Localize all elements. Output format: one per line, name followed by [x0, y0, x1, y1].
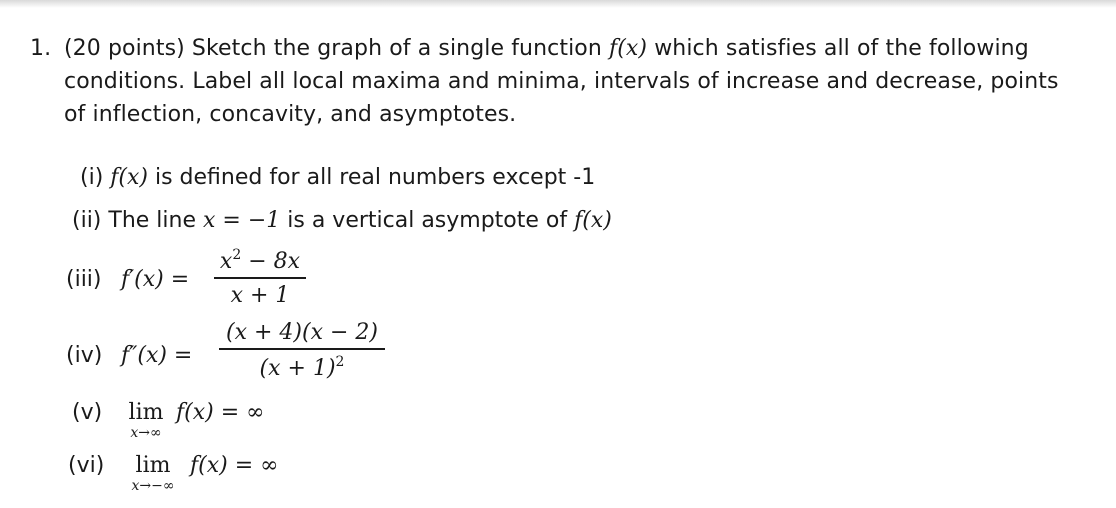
condition-text: is a vertical asymptote of: [280, 208, 575, 233]
derivative-lhs: f′(x) =: [121, 267, 190, 292]
fraction-bar: [214, 277, 306, 279]
numerator-base: x: [219, 249, 233, 274]
condition-label: (v): [72, 400, 103, 425]
condition-math: f(x): [110, 165, 148, 190]
limit-rhs: f(x) = ∞: [176, 400, 265, 425]
problem-text: (20 points) Sketch the graph of a single function: [64, 36, 609, 61]
limit-subscript: x→∞: [130, 425, 162, 441]
problem-number: 1.: [30, 36, 52, 61]
condition-ii: [72, 208, 612, 233]
fraction-numerator: [214, 247, 306, 274]
second-derivative-fraction: [219, 320, 385, 381]
numerator-exponent: 2: [232, 247, 242, 263]
condition-label: (vi): [68, 453, 105, 478]
limit-rhs: f(x) = ∞: [190, 453, 279, 478]
condition-math: f(x): [574, 208, 612, 233]
condition-label: (i): [80, 165, 104, 190]
limit-word: lim: [135, 453, 171, 478]
problem-line-3: of inflection, concavity, and asymptotes.: [64, 102, 517, 127]
numerator-rest: − 8x: [241, 249, 301, 274]
fraction-denominator: x + 1: [230, 283, 290, 308]
condition-math: x = −1: [203, 208, 281, 233]
condition-label: (ii): [72, 208, 102, 233]
denominator-base: (x + 1): [259, 356, 336, 381]
condition-label: (iii): [66, 267, 102, 292]
first-derivative-fraction: [214, 247, 306, 308]
problem-line-1: [64, 36, 1029, 61]
problem-line-2: conditions. Label all local maxima and minima, intervals of increase and decrease, points: [64, 69, 1059, 94]
condition-text: is defined for all real numbers except -1: [148, 165, 596, 190]
derivative-lhs: f″(x) =: [121, 343, 193, 368]
limit-word: lim: [128, 400, 164, 425]
top-divider: [0, 0, 1116, 8]
condition-text: The line: [108, 208, 203, 233]
limit-operator: [120, 401, 172, 441]
function-symbol: f(x): [608, 36, 648, 61]
fraction-denominator: [219, 354, 385, 381]
fraction-bar: [219, 348, 385, 350]
limit-operator: [120, 454, 186, 494]
condition-i: [80, 165, 595, 190]
limit-subscript: x→−∞: [131, 478, 175, 494]
problem-text: which satisfies all of the following: [647, 36, 1029, 61]
fraction-numerator: (x + 4)(x − 2): [226, 320, 378, 345]
denominator-exponent: 2: [335, 354, 345, 370]
condition-label: (iv): [66, 343, 103, 368]
